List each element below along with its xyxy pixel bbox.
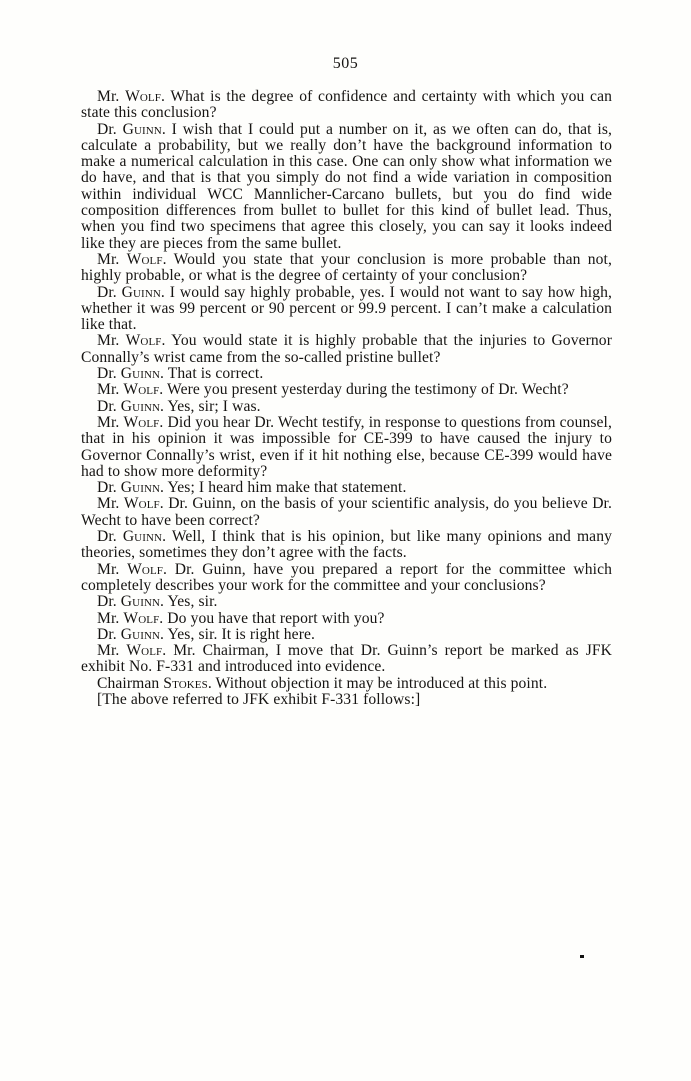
paragraph: Dr. Guinn. Yes, sir. It is right here. — [97, 625, 316, 643]
paragraph: Mr. Wolf. Did you hear Dr. Wecht testify, in response to questions from counsel, that in his opinion it was impossible for CE-399 to have caused the injury to Governor Connally’s wrist, even if it hit nothing else, because CE-399 would have had to show more deformity? — [81, 413, 612, 480]
speaker-name: Wolf. — [123, 381, 164, 399]
speaker-label: Mr. Wolf. — [97, 609, 164, 627]
speaker-name: Wolf. — [127, 560, 168, 578]
speaker-label: Mr. Wolf. — [97, 642, 167, 660]
speaker-name: Wolf. — [126, 250, 167, 268]
paragraph: Chairman Stokes. Without objection it may be introduced at this point. — [97, 674, 548, 692]
speaker-name: Guinn. — [120, 479, 165, 497]
speaker-name: Wolf. — [125, 332, 166, 350]
transcript — [81, 89, 612, 708]
paragraph: Dr. Guinn. Well, I think that is his opinion, but like many opinions and many theories, sometimes they don’t agree with the facts. — [81, 528, 612, 562]
speaker-name: Guinn. — [120, 397, 165, 415]
speaker-label: Dr. Guinn. — [97, 365, 165, 383]
ink-speck — [580, 955, 584, 958]
paragraph: Mr. Wolf. Dr. Guinn, have you prepared a report for the committee which completely describes your work for the committee and your conclusions? — [81, 560, 612, 594]
speaker-name: Guinn. — [122, 528, 167, 546]
speaker-label: Dr. Guinn. — [97, 625, 165, 643]
paragraph: Mr. Wolf. You would state it is highly probable that the injuries to Governor Connally’s wrist came from the so-called pristine bullet? — [81, 332, 612, 366]
speaker-label: Dr. Guinn. — [97, 593, 165, 611]
speaker-label: Mr. Wolf. — [97, 88, 165, 105]
speaker-name: Guinn. — [122, 120, 166, 138]
paragraph: Dr. Guinn. I would say highly probable, yes. I would not want to say how high, whether it was 99 percent or 90 percent or 99.9 percent. I can’t make a calculation like that. — [81, 283, 613, 334]
paragraph: Mr. Wolf. Dr. Guinn, on the basis of your scientific analysis, do you believe Dr. Wecht to have been correct? — [81, 495, 612, 529]
speaker-name: Guinn. — [121, 283, 165, 301]
paragraph: Mr. Wolf. Would you state that your conclusion is more probable than not, highly probable, or what is the degree of certainty of your conclusion? — [81, 250, 612, 285]
speaker-label: Dr. Guinn. — [97, 479, 165, 497]
speaker-label: Mr. Wolf. — [97, 560, 168, 578]
speaker-name: Wolf. — [123, 609, 164, 627]
page-number: 505 — [332, 55, 359, 72]
speaker-name: Stokes. — [163, 674, 212, 692]
speaker-name: Wolf. — [123, 495, 164, 513]
speaker-label: Mr. Wolf. — [97, 413, 164, 431]
speaker-label: Dr. Guinn. — [97, 120, 166, 138]
paragraph: Dr. Guinn. Yes; I heard him make that statement. — [97, 479, 407, 497]
speaker-label: Chairman Stokes. — [97, 674, 212, 692]
speaker-label: Dr. Guinn. — [97, 283, 165, 301]
speaker-label: Mr. Wolf. — [97, 250, 167, 268]
paragraph: Mr. Wolf. Were you present yesterday during the testimony of Dr. Wecht? — [97, 381, 569, 399]
speaker-name: Wolf. — [123, 413, 164, 431]
speaker-name: Guinn. — [120, 365, 165, 383]
paragraph: Mr. Wolf. Do you have that report with you? — [97, 609, 385, 627]
paragraph: Dr. Guinn. I wish that I could put a number on it, as we often can do, that is, calculate a probability, but we really don’t have the background information to make a numerical calculation in this case. One can only show what information we do have, and that is that you simply do not find a wide variation in composition within individual WCC Mannlicher-Carcano bullets, but you do find wide composition differences from bullet to bullet for this kind of bullet lead. Thus, when you find two specimens that agree this closely, you can say it looks indeed like they are pieces from the same bullet. — [81, 120, 612, 252]
paragraph: Dr. Guinn. Yes, sir. — [97, 593, 218, 611]
speaker-label: Dr. Guinn. — [97, 397, 165, 415]
speaker-name: Wolf. — [126, 642, 167, 660]
speaker-name: Guinn. — [120, 625, 165, 643]
speaker-label: Mr. Wolf. — [97, 495, 164, 513]
paragraph: Mr. Wolf. What is the degree of confidence and certainty with which you can state this conclusion? — [81, 88, 612, 122]
paragraph: Dr. Guinn. Yes, sir; I was. — [97, 397, 261, 415]
speaker-label: Dr. Guinn. — [97, 528, 167, 546]
speaker-name: Wolf. — [125, 88, 165, 105]
speaker-name: Guinn. — [120, 593, 165, 611]
speaker-label: Mr. Wolf. — [97, 381, 164, 399]
paragraph: Dr. Guinn. That is correct. — [97, 365, 264, 383]
paragraph: Mr. Wolf. Mr. Chairman, I move that Dr. Guinn’s report be marked as JFK exhibit No. F-331 and introduced into evidence. — [81, 642, 612, 676]
paragraph: [The above referred to JFK exhibit F-331 follows:] — [97, 690, 421, 708]
speaker-label: Mr. Wolf. — [97, 332, 166, 350]
